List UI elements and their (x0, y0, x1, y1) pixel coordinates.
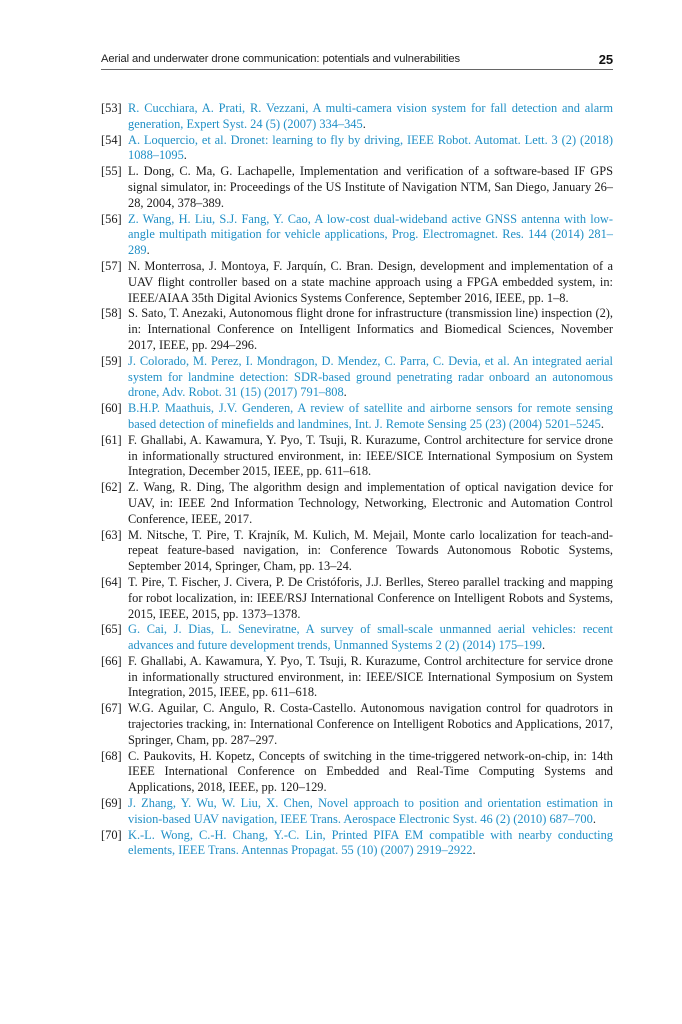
reference-entry (101, 101, 613, 133)
reference-entry (101, 433, 613, 480)
reference-entry (101, 701, 613, 748)
reference-number: [59] (101, 353, 122, 368)
reference-terminal-period: . (146, 243, 150, 258)
reference-link[interactable]: K.-L. Wong, C.-H. Chang, Y.-C. Lin, Printed PIFA EM compatible with nearby conducting elements, IEEE Trans. Antennas Propagat. 55 (10) (2007) 2919–2922 (128, 827, 613, 858)
reference-entry (101, 575, 613, 622)
reference-terminal-period: . (183, 148, 187, 163)
reference-number: [53] (101, 101, 122, 115)
reference-terminal-period: . (600, 416, 604, 431)
reference-number: [57] (101, 258, 122, 273)
reference-link[interactable]: J. Zhang, Y. Wu, W. Liu, X. Chen, Novel approach to position and orientation estimation in vision-based UAV navigation, IEEE Trans. Aerospace Electronic Syst. 46 (2) (2010) 687–700 (128, 796, 613, 826)
reference-number: [62] (101, 480, 122, 495)
reference-entry (101, 354, 613, 401)
reference-entry (101, 259, 613, 306)
reference-entry (101, 212, 613, 259)
reference-text: F. Ghallabi, A. Kawamura, Y. Pyo, T. Tsuji, R. Kurazume, Control architecture for service drone in informationally structured environment, in: IEEE/SICE International Symposium on System Integration, December 2015, IEEE, pp. 611–618. (128, 432, 613, 479)
reference-number: [70] (101, 827, 122, 842)
reference-link[interactable]: J. Colorado, M. Perez, I. Mondragon, D. Mendez, C. Parra, C. Devia, et al. An integrated aerial system for landmine detection: SDR-based ground penetrating radar onboard an autonomous drone, Adv. Robot. 31 (15) (2017) 791–808 (128, 353, 613, 400)
reference-number: [60] (101, 401, 122, 416)
reference-list (101, 101, 613, 859)
reference-number: [67] (101, 701, 122, 716)
reference-entry (101, 654, 613, 701)
reference-number: [54] (101, 132, 122, 147)
reference-number: [61] (101, 432, 122, 447)
reference-entry (101, 306, 613, 353)
reference-terminal-period: . (472, 843, 476, 858)
reference-link[interactable]: G. Cai, J. Dias, L. Seneviratne, A survey of small-scale unmanned aerial vehicles: recent advances and future development trends, Unmanned Systems 2 (2) (2014) 175–199 (128, 622, 613, 653)
reference-number: [64] (101, 574, 122, 589)
reference-entry (101, 164, 613, 211)
reference-number: [58] (101, 306, 122, 321)
reference-number: [66] (101, 653, 122, 668)
reference-number: [65] (101, 622, 122, 637)
reference-entry (101, 828, 613, 860)
reference-text: N. Monterrosa, J. Montoya, F. Jarquín, C. Bran. Design, development and implementation of a UAV flight controller based on a state machine approach using a FPGA embedded system, in: IEEE/AIAA 35th Digital Avionics Systems Conference, September 2016, IEEE, pp. 1–8. (128, 258, 613, 305)
reference-entry (101, 480, 613, 527)
reference-link[interactable]: A. Loquercio, et al. Dronet: learning to fly by driving, IEEE Robot. Automat. Lett. 3 (2) (2018) 1088–1095 (128, 132, 613, 163)
reference-text: W.G. Aguilar, C. Angulo, R. Costa-Castello. Autonomous navigation control for quadrotors in trajectories tracking, in: International Conference on Intelligent Robotics and Applications, 2017, Springer, Cham, pp. 287–297. (128, 701, 613, 747)
reference-link[interactable]: R. Cucchiara, A. Prati, R. Vezzani, A multi-camera vision system for fall detection and alarm generation, Expert Syst. 24 (5) (2007) 334–345 (128, 101, 613, 131)
reference-link[interactable]: B.H.P. Maathuis, J.V. Genderen, A review of satellite and airborne sensors for remote sensing based detection of minefields and landmines, Int. J. Remote Sensing 25 (23) (2004) 5201–5245 (128, 401, 613, 431)
reference-text: T. Pire, T. Fischer, J. Civera, P. De Cristóforis, J.J. Berlles, Stereo parallel tracking and mapping for robot localization, in: IEEE/RSJ International Conference on Intelligent Robots and Systems, 2015, IEEE, 2015, pp. 1373–1378. (128, 574, 613, 621)
reference-text: S. Sato, T. Anezaki, Autonomous flight drone for infrastructure (transmission line) inspection (2), in: International Conference on Intelligent Informatics and Biomedical Sciences, November 2017, IEEE, pp. 294–296. (128, 306, 613, 352)
reference-text: F. Ghallabi, A. Kawamura, Y. Pyo, T. Tsuji, R. Kurazume, Control architecture for service drone in informationally structured environment, in: IEEE/SICE International Symposium on System Integration, 2015, IEEE, pp. 611–618. (128, 653, 613, 700)
running-head (101, 53, 613, 65)
running-title: Aerial and underwater drone communication: potentials and vulnerabilities (101, 53, 460, 65)
page-number: 25 (598, 52, 613, 67)
reference-number: [55] (101, 164, 122, 179)
reference-number: [69] (101, 796, 122, 811)
reference-entry (101, 401, 613, 433)
reference-entry (101, 796, 613, 828)
reference-number: [63] (101, 527, 122, 542)
header-rule (101, 69, 613, 70)
reference-text: L. Dong, C. Ma, G. Lachapelle, Implementation and verification of a software-based IF GPS signal simulator, in: Proceedings of the US Institute of Navigation NTM, San Diego, January 26–28, 2004, 378–389. (128, 164, 613, 210)
reference-terminal-period: . (362, 116, 366, 131)
reference-entry (101, 622, 613, 654)
reference-entry (101, 749, 613, 796)
reference-link[interactable]: Z. Wang, H. Liu, S.J. Fang, Y. Cao, A low-cost dual-wideband active GNSS antenna with low-angle multipath mitigation for vehicle applications, Prog. Electromagnet. Res. 144 (2014) 281–289 (128, 211, 613, 258)
reference-number: [56] (101, 211, 122, 226)
reference-entry (101, 133, 613, 165)
reference-terminal-period: . (541, 638, 546, 653)
reference-entry (101, 528, 613, 575)
reference-terminal-period: . (343, 385, 347, 400)
reference-text: M. Nitsche, T. Pire, T. Krajník, M. Kulich, M. Mejail, Monte carlo localization for teach-and-repeat feature-based navigation, in: Conference Towards Autonomous Robotic Systems, September 2014, Springer, Cham, pp. 13–24. (128, 527, 613, 574)
reference-terminal-period: . (592, 811, 596, 826)
reference-text: C. Paukovits, H. Kopetz, Concepts of switching in the time-triggered network-on-chip, in: 14th IEEE International Conference on Embedded and Real-Time Computing Systems and Applications, 2018, IEEE, pp. 120–129. (128, 748, 613, 795)
reference-text: Z. Wang, R. Ding, The algorithm design and implementation of optical navigation device for UAV, in: IEEE 2nd Information Technology, Networking, Electronic and Automation Control Conference, IEEE, 2017. (128, 480, 613, 526)
reference-number: [68] (101, 748, 122, 763)
